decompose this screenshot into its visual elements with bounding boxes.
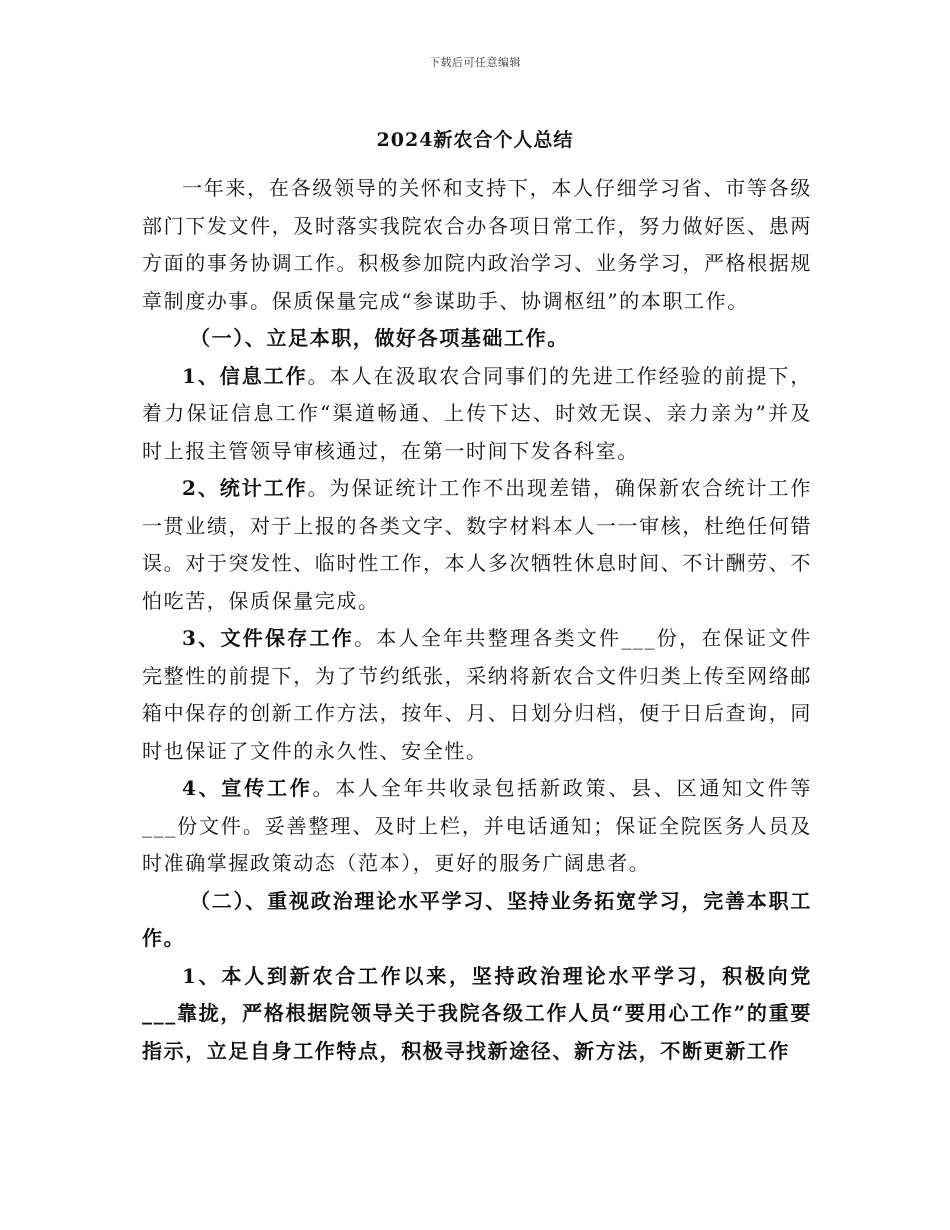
- item-2-lead: 2、统计工作: [182, 476, 308, 500]
- item-3-paragraph: [142, 620, 812, 770]
- section-1-heading: （一）、立足本职，做好各项基础工作。: [190, 326, 569, 350]
- item-4-paragraph: [142, 770, 812, 883]
- item-3-text: 。本人全年共整理各类文件___份，在保证文件完整性的前提下，为了节约纸张，采纳将新农合文件归类上传至网络邮箱中保存的创新工作方法，按年、月、日划分归档，便于日后查询，同时也保证了文件的永久性、安全性。: [142, 626, 812, 763]
- item-1-paragraph: [142, 358, 812, 471]
- intro-paragraph: 一年来，在各级领导的关怀和支持下，本人仔细学习省、市等各级部门下发文件，及时落实我院农合办各项日常工作，努力做好医、患两方面的事务协调工作。积极参加院内政治学习、业务学习，严格根据规章制度办事。保质保量完成“参谋助手、协调枢纽”的本职工作。: [142, 176, 812, 313]
- section-2-heading: （二）、重视政治理论水平学习、坚持业务拓宽学习，完善本职工作。: [142, 888, 812, 950]
- item-4-lead: 4、宣传工作: [182, 776, 313, 800]
- document-body: [142, 170, 812, 1070]
- page-header: 下载后可任意编辑: [429, 56, 521, 69]
- item-1-text: 。本人在汲取农合同事们的先进工作经验的前提下，着力保证信息工作“渠道畅通、上传下达、时效无误、亲力亲为”并及时上报主管领导审核通过，在第一时间下发各科室。: [142, 363, 812, 463]
- item-2-text: 。为保证统计工作不出现差错，确保新农合统计工作一贯业绩，对于上报的各类文字、数字材料本人一一审核，杜绝任何错误。对于突发性、临时性工作，本人多次牺牲休息时间、不计酬劳、不怕吃苦，保质保量完成。: [142, 476, 812, 613]
- document-title: 2024新农合个人总结: [376, 129, 574, 151]
- item-4-text: 。本人全年共收录包括新政策、县、区通知文件等___份文件。妥善整理、及时上栏，并电话通知；保证全院医务人员及时准确掌握政策动态（范本），更好的服务广阔患者。: [142, 776, 812, 875]
- section-2-item-1-paragraph: 1、本人到新农合工作以来，坚持政治理论水平学习，积极向党___靠拢，严格根据院领导关于我院各级工作人员“要用心工作”的重要指示，立足自身工作特点，积极寻找新途径、新方法，不断更新工作: [142, 963, 812, 1063]
- item-1-lead: 1、信息工作: [182, 363, 308, 388]
- item-2-paragraph: [142, 470, 812, 620]
- item-3-lead: 3、文件保存工作: [182, 626, 355, 650]
